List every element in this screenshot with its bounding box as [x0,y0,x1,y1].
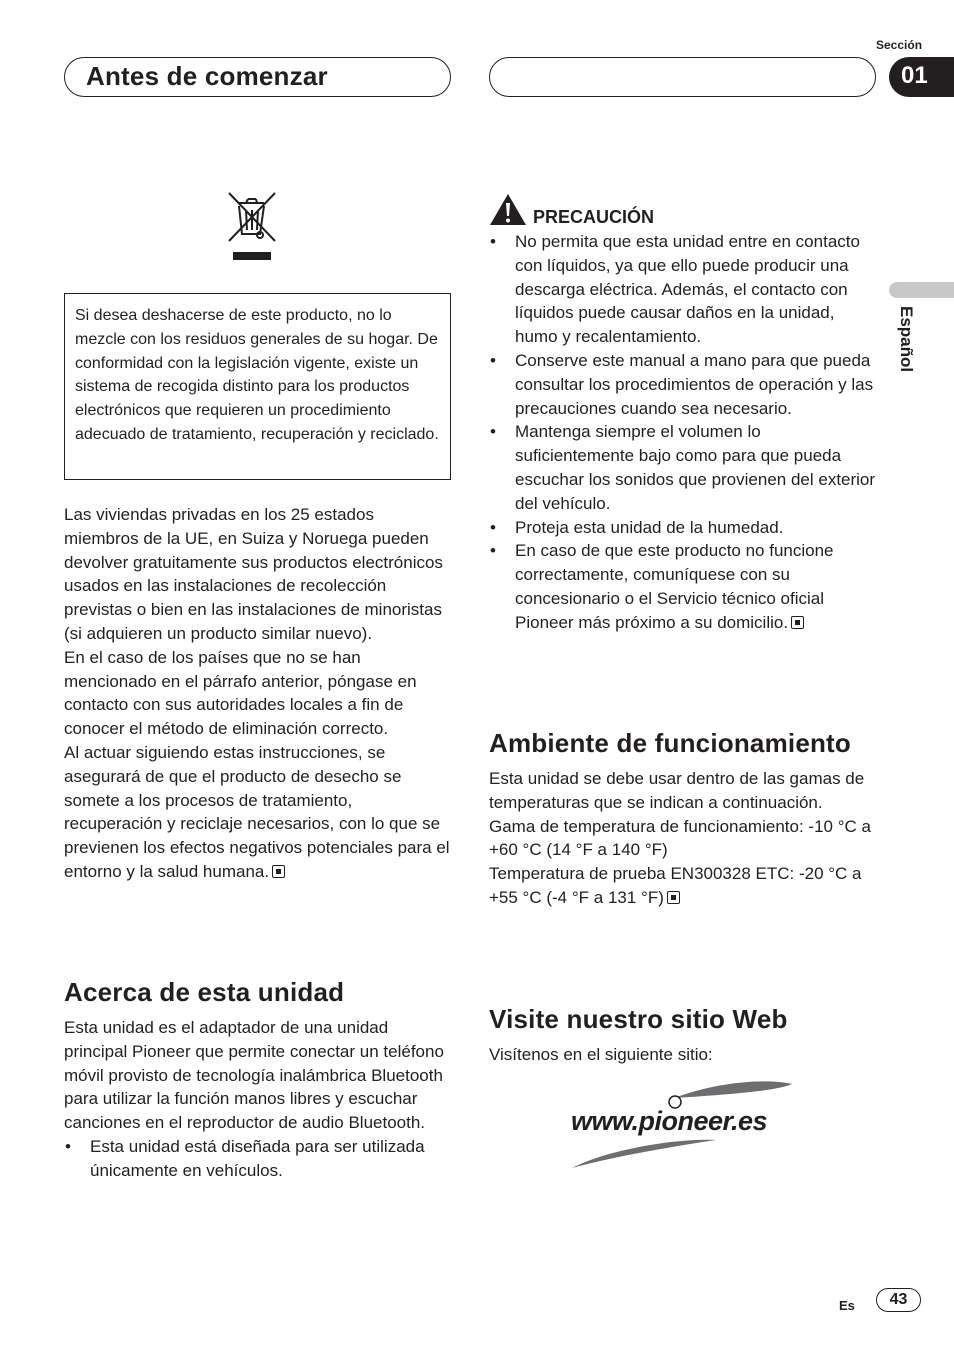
disposal-paragraph-1: Las viviendas privadas en los 25 estados miembros de la UE, en Suiza y Noruega pueden devolver gratuitamente sus productos electrónicos usados en las instalaciones de recolección previstas o bien en las instalaciones de minoristas (si adquieren un producto similar nuevo). [64,505,443,643]
chapter-title: Antes de comenzar [86,61,328,91]
disposal-paragraph-3: Al actuar siguiendo estas instrucciones, se asegurará de que el producto de desecho se somete a los procesos de tratamiento, recuperación y reciclaje necesarios, con lo que se previenen los efectos negativos potenciales para el entorno y la salud humana. [64,742,450,881]
end-mark-icon [791,616,804,629]
caution-list [489,230,877,635]
about-title: Acerca de esta unidad [64,977,345,1007]
about-text: Esta unidad es el adaptador de una unidad principal Pioneer que permite conectar un teléfono móvil provisto de tecnología inalámbrica Bluetooth para utilizar la función manos libres y escuchar canciones en el reproductor de audio Bluetooth. [64,1018,444,1133]
end-mark-icon [667,891,680,904]
section-number-badge [889,57,954,97]
caution-item-2: • Conserve este manual a mano para que pueda consultar los procedimientos de operación y las precauciones cuando sea necesario. [489,349,877,420]
caution-item-3: • Mantenga siempre el volumen lo suficientemente bajo como para que pueda escuchar los sonidos que provienen del exterior del vehículo. [489,420,877,515]
environment-section [489,767,877,910]
header-empty-frame [489,57,876,97]
footer-language-code: Es [839,1298,855,1313]
pioneer-website-logo[interactable] [566,1076,798,1172]
environment-text-2: Gama de temperatura de funcionamiento: -10 °C a +60 °C (14 °F a 140 °F) [489,816,871,860]
language-label: Español [897,306,916,373]
website-url[interactable]: www.pioneer.es [571,1106,768,1136]
caution-item-4: • Proteja esta unidad de la humedad. [489,516,877,540]
disposal-paragraph-2: En el caso de los países que no se han mencionado en el párrafo anterior, póngase en contacto con sus autoridades locales a fin de conocer el método de eliminación correcto. [64,647,417,739]
disposal-notice-box [64,293,451,480]
caution-item-1: • No permita que esta unidad entre en contacto con líquidos, ya que ello puede producir una descarga eléctrica. Además, el contacto con líquidos puede causar daños en la unidad, humo y recalentamiento. [489,230,877,349]
environment-text-3: Temperatura de prueba EN300328 ETC: -20 °C a +55 °C (-4 °F a 131 °F) [489,864,862,907]
crossed-out-wheelie-bin-icon [226,190,278,262]
end-mark-icon [272,865,285,878]
page-number-frame [876,1288,921,1312]
section-label: Sección [876,38,923,52]
about-bullet: • Esta unidad está diseñada para ser utilizada únicamente en vehículos. [64,1135,452,1183]
warning-triangle-icon [489,193,527,226]
environment-text-1: Esta unidad se debe usar dentro de las gamas de temperaturas que se indican a continuación. [489,769,865,812]
disposal-notice-text: Si desea deshacerse de este producto, no lo mezcle con los residuos generales de su hogar. De conformidad con la legislación vigente, existe un sistema de recogida distinto para los productos electrónicos que requieren un procedimiento adecuado de tratamiento, recuperación y reciclado. [75,307,439,443]
disposal-info [64,503,452,884]
section-number: 01 [901,62,928,89]
caution-title: PRECAUCIÓN [533,207,655,227]
website-text: Visítenos en el siguiente sitio: [489,1045,713,1064]
website-title: Visite nuestro sitio Web [489,1004,788,1034]
language-tab [889,282,954,298]
about-section [64,1016,452,1183]
page-number: 43 [889,1291,908,1308]
environment-title: Ambiente de funcionamiento [489,728,852,758]
caution-item-5: • En caso de que este producto no funcione correctamente, comuníquese con su concesionario o el Servicio técnico oficial Pioneer más próximo a su domicilio. [489,539,877,634]
